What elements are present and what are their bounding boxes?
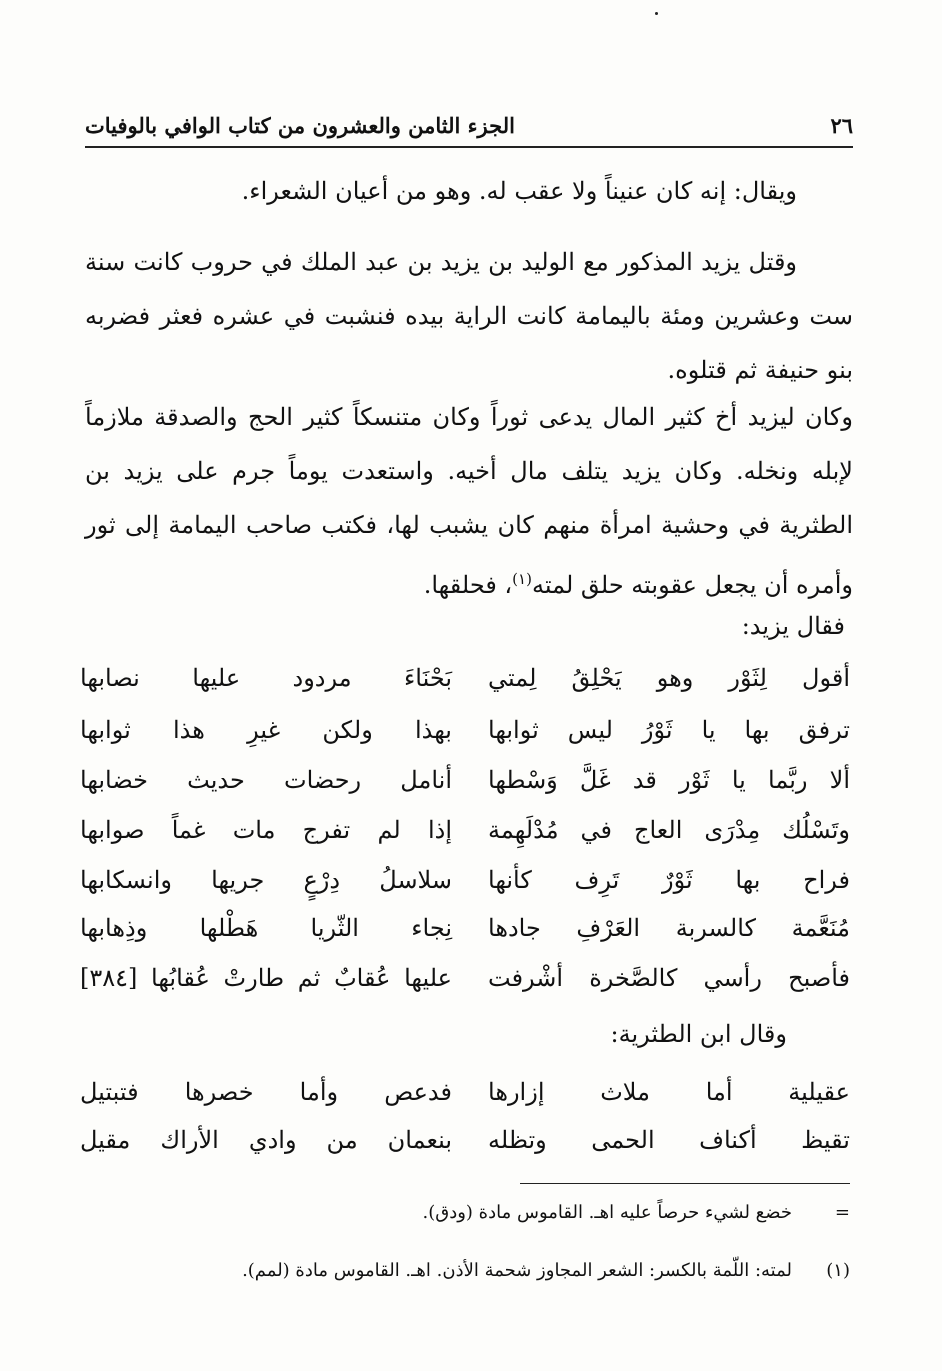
verse-first-hemistich: أقول لِثَوْر وهو يَحْلِقُ لِمتي <box>488 664 850 692</box>
verse-first-hemistich: فراح بها ثَوْرٌ تَرِف كأنها <box>488 866 850 894</box>
verse-first-hemistich: تقيظ أكناف الحمى وتظله <box>488 1126 850 1154</box>
footnote-marker: (١) <box>826 1260 850 1281</box>
verse-second-hemistich: بنعمان من وادي الأراك مقيل <box>80 1126 452 1154</box>
paragraph-1: ويقال: إنه كان عنيناً ولا عقب له. وهو من أعيان الشعراء. <box>241 177 797 205</box>
verse-line <box>80 766 850 816</box>
verse-second-hemistich: عليها عُقابٌ ثم طارتْ عُقابُها [٣٨٤] <box>80 964 452 992</box>
footnote-continuation <box>120 1200 850 1226</box>
verse-first-hemistich: فأصبح رأسي كالصَّخرة أشْرفت <box>488 964 850 992</box>
footnote-rule <box>520 1183 850 1184</box>
paragraph-3-tail: ، فحلقها. <box>423 571 513 599</box>
footnote-ref-1[interactable]: (١) <box>512 570 532 588</box>
running-header <box>85 108 853 142</box>
verse-line <box>80 866 850 916</box>
scan-speck <box>655 12 658 15</box>
verse-second-hemistich: فدعص وأما خصرها فتبتيل <box>80 1078 452 1106</box>
paragraph-3-text: وكان ليزيد أخ كثير المال يدعى ثوراً وكان متنسكاً كثير الحج والصدقة ملازماً لإبله ونخله. وكان يزيد يتلف مال أخيه. واستعدت يوماً جرم على يزيد بن الطثرية في وحشية امرأة منهم كان يشبب لها، فكتب صاحب اليمامة إلى ثور وأمره أن يجعل عقوبته حلق لمته <box>85 403 853 599</box>
verse-second-hemistich: إذا لم تفرج مات غماً صوابها <box>80 816 452 844</box>
verse-first-hemistich: وتَسْلُك مِدْرَى العاج في مُدْلَهِمة <box>488 816 850 844</box>
page-number: ٢٦ <box>830 112 853 138</box>
running-title: الجزء الثامن والعشرون من كتاب الوافي بالوفيات <box>85 112 515 138</box>
verse-second-hemistich: سلاسلُ دِرْعٍ جريها وانسكابها <box>80 866 452 894</box>
verse-line <box>80 716 850 766</box>
paragraph-3 <box>85 390 853 612</box>
verse-second-hemistich: أنامل رحضات حديث خضابها <box>80 766 452 794</box>
paragraph-2: وقتل يزيد المذكور مع الوليد بن يزيد بن عبد الملك في حروب كانت سنة ست وعشرين ومئة باليمامة كانت الراية بيده فنشبت في عشره فعثر فضربه بنو حنيفة ثم قتلوه. <box>85 248 853 384</box>
footnote-marker: = <box>834 1202 850 1223</box>
footnote-text: لمته: اللّمة بالكسر: الشعر المجاوز شحمة الأذن. اهـ. القاموس مادة (لمم). <box>242 1260 792 1281</box>
verse-line <box>80 1126 850 1176</box>
verse-second-hemistich: بَحْنَاءَ مردود عليها نصابها <box>80 664 452 692</box>
footnote-1 <box>120 1258 850 1284</box>
verse-line <box>80 1078 850 1128</box>
verse-line <box>80 914 850 964</box>
verse-line <box>80 964 850 1014</box>
verse-first-hemistich: مُنَعَّمة كالسربة العَرْفِ جادها <box>488 914 850 942</box>
verse-second-hemistich: نِجاء الثّريا هَطْلها وذِهابها <box>80 914 452 942</box>
poem-2-intro: وقال ابن الطثرية: <box>610 1020 787 1048</box>
verse-line <box>80 816 850 866</box>
verse-line <box>80 664 850 714</box>
header-rule <box>85 146 853 148</box>
verse-first-hemistich: ألا ربَّما يا ثَوْر قد غَلَّ وَسْطها <box>488 766 850 794</box>
poem-1-intro: فقال يزيد: <box>741 612 845 640</box>
verse-first-hemistich: عقيلية أما ملاث إزارها <box>488 1078 850 1106</box>
verse-first-hemistich: ترفق بها يا ثَوْرُ ليس ثوابها <box>488 716 850 744</box>
footnote-text: خضع لشيء حرصاً عليه اهـ. القاموس مادة (ودق). <box>422 1202 792 1223</box>
verse-second-hemistich: بهذا ولكن غيرِ هذا ثوابها <box>80 716 452 744</box>
